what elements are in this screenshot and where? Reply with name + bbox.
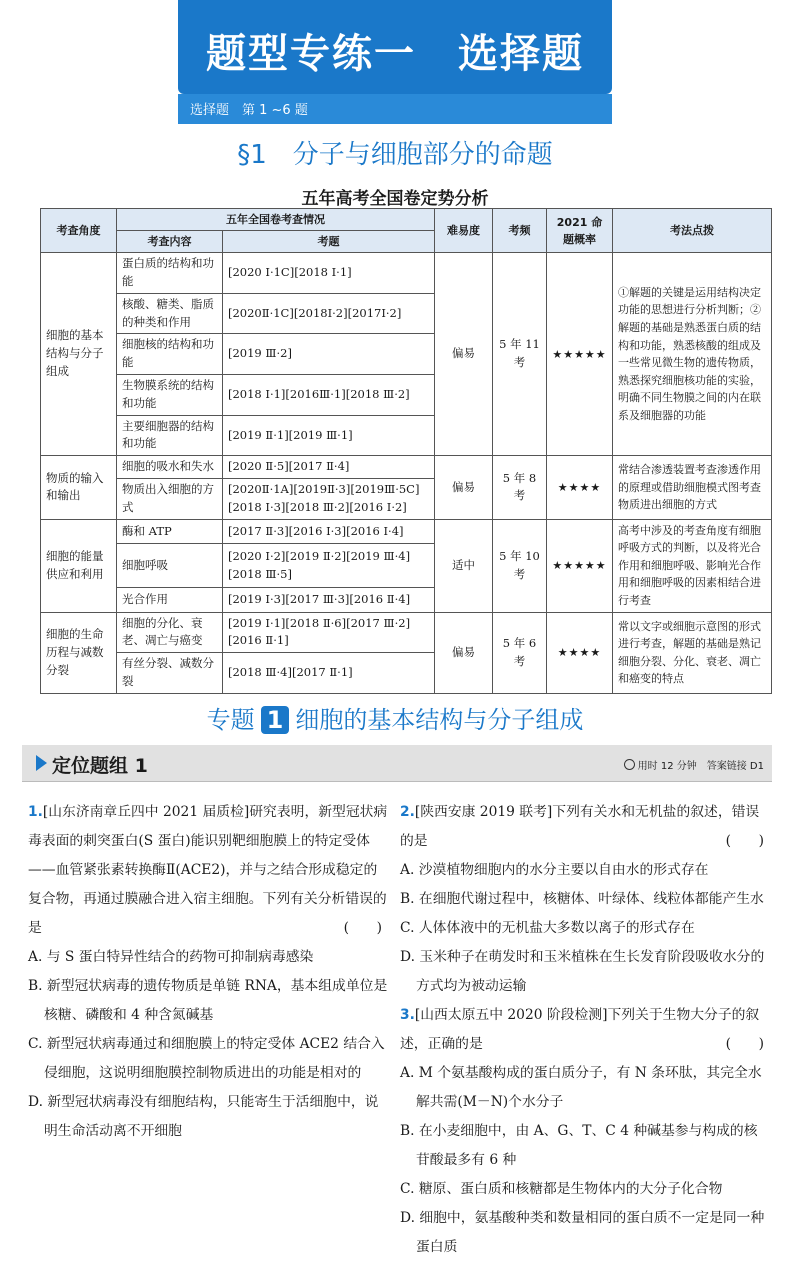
header-frequency: 考频 bbox=[493, 209, 547, 253]
stars-cell: ★★★★ bbox=[547, 612, 613, 693]
page-title: 题型专练一 选择题 bbox=[206, 31, 584, 77]
question-source: [山东济南章丘四中 2021 届质检] bbox=[42, 804, 250, 820]
question-3-stem bbox=[400, 1001, 770, 1059]
header-question: 考题 bbox=[223, 231, 435, 253]
question-cell: [2018 Ⅰ·1][2016Ⅲ·1][2018 Ⅲ·2] bbox=[223, 374, 435, 415]
question-text: 下列关于生物大分子的叙述，正确的是 bbox=[400, 1007, 760, 1052]
option-c: C. 人体体液中的无机盐大多数以离子的形式存在 bbox=[400, 920, 695, 936]
content-cell: 物质出入细胞的方式 bbox=[117, 479, 223, 520]
option-b: B. 新型冠状病毒的遗传物质是单链 RNA，基本组成单位是核糖、磷酸和 4 种含氮碱基 bbox=[28, 978, 388, 1023]
right-column bbox=[400, 798, 770, 1262]
group-time: 用时 12 分钟 bbox=[637, 761, 697, 772]
frequency-cell: 5 年 11 考 bbox=[493, 253, 547, 456]
question-source: [陕西安康 2019 联考] bbox=[414, 804, 553, 820]
group-title: 定位题组 1 bbox=[52, 755, 148, 777]
stars-cell: ★★★★ bbox=[547, 456, 613, 519]
option-a: A. 沙漠植物细胞内的水分主要以自由水的形式存在 bbox=[400, 862, 709, 878]
option-d: D. 细胞中，氨基酸种类和数量相同的蛋白质不一定是同一种蛋白质 bbox=[400, 1210, 765, 1255]
group-answer-link: 答案链接 D1 bbox=[706, 761, 764, 772]
subtitle-bar bbox=[178, 94, 612, 124]
angle-cell: 细胞的能量供应和利用 bbox=[41, 519, 117, 612]
question-number: 1. bbox=[28, 804, 43, 820]
option-d: D. 新型冠状病毒没有细胞结构，只能寄生于活细胞中，说明生命活动离不开细胞 bbox=[28, 1094, 379, 1139]
question-source: [山西太原五中 2020 阶段检测] bbox=[414, 1007, 608, 1023]
left-column bbox=[28, 798, 388, 1146]
content-cell: 细胞的吸水和失水 bbox=[117, 456, 223, 479]
question-cell: [2019 Ⅰ·1][2018 Ⅱ·6][2017 Ⅲ·2][2016 Ⅱ·1] bbox=[223, 612, 435, 653]
question-cell: [2020 Ⅱ·5][2017 Ⅱ·4] bbox=[223, 456, 435, 479]
tips-cell: 常以文字或细胞示意图的形式进行考查，解题的基础是熟记细胞分裂、分化、衰老、凋亡和癌变的特点 bbox=[613, 612, 772, 693]
title-banner bbox=[178, 0, 612, 94]
question-text: 研究表明，新型冠状病毒表面的刺突蛋白(S 蛋白)能识别靶细胞膜上的特定受体——血管紧张素转换酶Ⅱ(ACE2)，并与之结合形成稳定的复合物，再通过膜融合进入宿主细胞。下列有关分析错误的是 bbox=[28, 804, 388, 936]
clock-icon bbox=[624, 759, 635, 770]
difficulty-cell: 偏易 bbox=[435, 253, 493, 456]
content-cell: 主要细胞器的结构和功能 bbox=[117, 415, 223, 456]
content-cell: 酶和 ATP bbox=[117, 519, 223, 544]
tips-cell: ①解题的关键是运用结构决定功能的思想进行分析判断；②解题的基础是熟悉蛋白质的结构和功能，熟悉核酸的组成及一些常见微生物的遗传物质，熟悉探究细胞核功能的实验，明确不同生物膜之间的内在联系及细胞器的功能 bbox=[613, 253, 772, 456]
stars-cell: ★★★★★ bbox=[547, 253, 613, 456]
option-a: A. M 个氨基酸构成的蛋白质分子，有 N 条环肽，其完全水解共需(M－N)个水分子 bbox=[400, 1065, 762, 1110]
header-difficulty: 难易度 bbox=[435, 209, 493, 253]
table-row bbox=[41, 456, 772, 479]
question-cell: [2020 Ⅰ·1C][2018 Ⅰ·1] bbox=[223, 253, 435, 294]
angle-cell: 细胞的生命历程与减数分裂 bbox=[41, 612, 117, 693]
question-1-stem bbox=[28, 798, 388, 943]
table-row bbox=[41, 612, 772, 653]
topic-prefix: 专题 bbox=[206, 706, 255, 734]
question-cell: [2020Ⅱ·1A][2019Ⅱ·3][2019Ⅲ·5C][2018 Ⅰ·3][2018 Ⅲ·2][2016 Ⅰ·2] bbox=[223, 479, 435, 520]
table-header-row bbox=[41, 209, 772, 231]
option-b: B. 在小麦细胞中，由 A、G、T、C 4 种碱基参与构成的核苷酸最多有 6 种 bbox=[400, 1123, 758, 1168]
frequency-cell: 5 年 8 考 bbox=[493, 456, 547, 519]
table-title: 五年高考全国卷定势分析 bbox=[301, 189, 489, 209]
question-cell: [2018 Ⅲ·4][2017 Ⅱ·1] bbox=[223, 653, 435, 694]
answer-paren: ( ) bbox=[725, 833, 764, 849]
play-triangle-icon bbox=[36, 755, 47, 771]
question-2-stem bbox=[400, 798, 770, 856]
option-a: A. 与 S 蛋白特异性结合的药物可抑制病毒感染 bbox=[28, 949, 314, 965]
content-cell: 核酸、糖类、脂质的种类和作用 bbox=[117, 293, 223, 334]
content-cell: 有丝分裂、减数分裂 bbox=[117, 653, 223, 694]
difficulty-cell: 偏易 bbox=[435, 612, 493, 693]
question-text: 下列有关水和无机盐的叙述，错误的是 bbox=[400, 804, 760, 849]
question-group-bar bbox=[22, 745, 772, 782]
option-d: D. 玉米种子在萌发时和玉米植株在生长发育阶段吸收水分的方式均为被动运输 bbox=[400, 949, 765, 994]
question-cell: [2017 Ⅱ·3][2016 Ⅰ·3][2016 Ⅰ·4] bbox=[223, 519, 435, 544]
difficulty-cell: 偏易 bbox=[435, 456, 493, 519]
question-number: 3. bbox=[400, 1007, 415, 1023]
angle-cell: 物质的输入和输出 bbox=[41, 456, 117, 519]
tips-cell: 高考中涉及的考查角度有细胞呼吸方式的判断，以及将光合作用和细胞呼吸、影响光合作用和细胞呼吸的因素相结合进行考查 bbox=[613, 519, 772, 612]
header-angle: 考查角度 bbox=[41, 209, 117, 253]
question-cell: [2019 Ⅰ·3][2017 Ⅲ·3][2016 Ⅱ·4] bbox=[223, 588, 435, 613]
header-prob: 2021 命题概率 bbox=[547, 209, 613, 253]
difficulty-cell: 适中 bbox=[435, 519, 493, 612]
answer-paren: ( ) bbox=[343, 920, 382, 936]
content-cell: 光合作用 bbox=[117, 588, 223, 613]
question-cell: [2019 Ⅱ·1][2019 Ⅲ·1] bbox=[223, 415, 435, 456]
option-b: B. 在细胞代谢过程中，核糖体、叶绿体、线粒体都能产生水 bbox=[400, 891, 764, 907]
topic-title: 细胞的基本结构与分子组成 bbox=[295, 706, 584, 734]
header-tips: 考法点拨 bbox=[613, 209, 772, 253]
angle-cell: 细胞的基本结构与分子组成 bbox=[41, 253, 117, 456]
page-subtitle: 选择题 第 1 ~6 题 bbox=[190, 103, 308, 118]
header-content: 考查内容 bbox=[117, 231, 223, 253]
table-row bbox=[41, 519, 772, 544]
question-number: 2. bbox=[400, 804, 415, 820]
stars-cell: ★★★★★ bbox=[547, 519, 613, 612]
frequency-cell: 5 年 6 考 bbox=[493, 612, 547, 693]
option-c: C. 新型冠状病毒通过和细胞膜上的特定受体 ACE2 结合入侵细胞，这说明细胞膜控制物质进出的功能是相对的 bbox=[28, 1036, 385, 1081]
content-cell: 细胞的分化、衰老、凋亡与癌变 bbox=[117, 612, 223, 653]
group-meta bbox=[624, 757, 764, 772]
question-cell: [2020Ⅱ·1C][2018Ⅰ·2][2017Ⅰ·2] bbox=[223, 293, 435, 334]
option-c: C. 糖原、蛋白质和核糖都是生物体内的大分子化合物 bbox=[400, 1181, 723, 1197]
question-cell: [2019 Ⅲ·2] bbox=[223, 334, 435, 375]
content-cell: 蛋白质的结构和功能 bbox=[117, 253, 223, 294]
topic-number: 1 bbox=[261, 706, 290, 734]
content-cell: 细胞呼吸 bbox=[117, 544, 223, 588]
analysis-table bbox=[40, 208, 772, 694]
tips-cell: 常结合渗透装置考查渗透作用的原理或借助细胞模式图考查物质进出细胞的方式 bbox=[613, 456, 772, 519]
table-row bbox=[41, 253, 772, 294]
content-cell: 细胞核的结构和功能 bbox=[117, 334, 223, 375]
header-situation: 五年全国卷考查情况 bbox=[117, 209, 435, 231]
question-cell: [2020 Ⅰ·2][2019 Ⅱ·2][2019 Ⅲ·4][2018 Ⅲ·5] bbox=[223, 544, 435, 588]
content-cell: 生物膜系统的结构和功能 bbox=[117, 374, 223, 415]
answer-paren: ( ) bbox=[725, 1036, 764, 1052]
frequency-cell: 5 年 10 考 bbox=[493, 519, 547, 612]
section-title: §1 分子与细胞部分的命题 bbox=[237, 140, 553, 170]
topic-heading bbox=[0, 700, 790, 735]
